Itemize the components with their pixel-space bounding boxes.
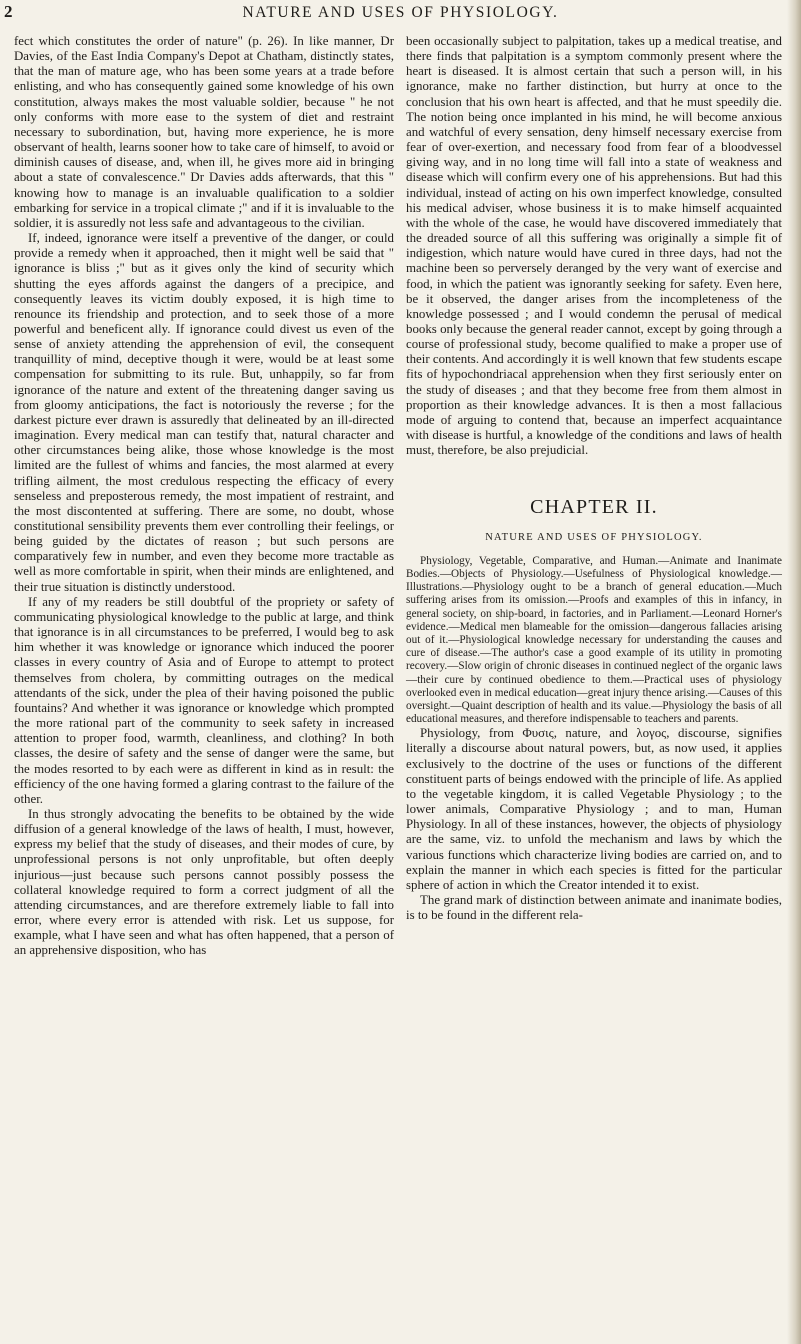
- page-edge-shadow: [787, 0, 801, 1344]
- paragraph: The grand mark of distinction between animate and inanimate bodies, is to be found in the different rela-: [406, 893, 782, 923]
- paragraph: fect which constitutes the order of nature" (p. 26). In like manner, Dr Davies, of the East India Company's Depot at Chatham, distinctly states, that the man of mature age, who has been some years at a trade before enlisting, and who has consequently gained some knowledge of his own constitution, always makes the most valuable soldier, because " he not only conforms with more ease to the system of diet and restraint necessary to subordination, but, having more experience, he is more observant of health, learns sooner how to take care of himself, to avoid or diminish causes of disease, and, when ill, he gives more aid in bringing about a state of convalescence." Dr Davies adds afterwards, that this " knowing how to manage is an invaluable qualification to a soldier embarking for service in a tropical climate ;" and if it is invaluable to the soldier, it is assuredly not less safe and advantageous to the civilian.: [14, 34, 394, 230]
- paragraph: If, indeed, ignorance were itself a preventive of the danger, or could provide a remedy when it approached, then it might well be said that " ignorance is bliss ;" but as it gives only the kind of security which shutting the eyes affords against the dangers of a precipice, and consequently leaves its victim doubly exposed, it is high time to renounce its friendship and protection, and to seek those of a more powerful and beneficent ally. If ignorance could divest us even of the sense of anxiety attending the apprehension of evil, the consequent tranquillity of mind, deceptive though it were, would be at least some compensation for submitting to its rule. But, unhappily, so far from ignorance of the nature and extent of the threatening danger saving us from gloomy anticipations, the fact is notoriously the reverse ; for the darkest picture ever drawn is assuredly that delineated by an ill-directed imagination. Every medical man can testify that, natural character and other circumstances being alike, those whose knowledge is the most limited are the fullest of whims and fancies, the most alarmed at every trifling ailment, the most credulous respecting the efficacy of every senseless and preposterous remedy, the most impatient of restraint, and the most discontented at suffering. There are some, no doubt, whose constitutional sensibility prevents them ever controlling their feelings, or being guided by the dictates of reason ; but such persons are comparatively few in number, and even they become more tractable as well as more comfortable in spirit, when their minds are enlightened, and their true situation is distinctly understood.: [14, 231, 394, 594]
- page-number: 2: [4, 2, 13, 21]
- paragraph: In thus strongly advocating the benefits to be obtained by the wide diffusion of a general knowledge of the laws of health, I must, however, express my belief that the study of diseases, and their modes of cure, by unprofessional persons is not only unprofitable, but often deeply injurious—just because such persons cannot possibly possess the collateral knowledge required to form a correct judgment of all the attending circumstances, and are therefore extremely liable to fall into error, where every error is attended with risk. Let us suppose, for example, what I have seen and what has often happened, that a person of an apprehensive disposition, who has: [14, 806, 394, 958]
- chapter-subtitle: NATURE AND USES OF PHYSIOLOGY.: [485, 531, 703, 543]
- paragraph: been occasionally subject to palpitation, takes up a medical treatise, and there finds that palpitation is a symptom commonly present where the heart is diseased. It is almost certain that such a person will, in his ignorance, make no farther distinction, but hurry at once to the conclusion that his own heart is affected, and that he must speedily die. The notion being once implanted in his mind, he will become anxious and watchful of every sensation, deny himself necessary exercise from fear of over-exertion, and necessary food from fear of a bloodvessel giving way, and in no long time will fall into a state of weakness and disease which will confirm every one of his apprehensions. But had this individual, instead of acting on his own imperfect knowledge, consulted his medical adviser, whose business it is to make himself acquainted with the whole of the case, he would have discovered immediately that the dreaded source of all this suffering was originally a simple fit of indigestion, which nature would have cured in three days, had not the machine been so perversely deranged by the very want of exercise and food, in which the patient was ignorantly seeking for safety. Even here, be it observed, the danger arises from the incompleteness of the knowledge possessed ; and I would condemn the perusal of medical books only because the general reader cannot, except by going through a course of professional study, become qualified to make a proper use of their contents. And accordingly it is well known that few students escape fits of hypochondriacal apprehension when they first seriously enter on the study of diseases ; and that they become free from them almost in proportion as their knowledge advances. It is then a most fallacious mode of arguing to contend that, because an imperfect acquaintance with disease is hurtful, a knowledge of the conditions and laws of health must, therefore, be also prejudicial.: [406, 34, 782, 458]
- chapter-summary: Physiology, Vegetable, Comparative, and Human.—Animate and Inanimate Bodies.—Objects of Physiology.—Usefulness of Physiological knowledge.—Illustrations.—Physiology ought to be a branch of general education.—Much suffering arises from its omission.—Proofs and examples of this in infancy, in general society, on ship-board, in factories, and in Parliament.—Leonard Horner's evidence.—Medical men blameable for the omission—dangerous fallacies arising out of it.—Physiological knowledge necessary for understanding the causes and cure of disease.—The author's case a good example of its utility in promoting recovery.—Slow origin of chronic diseases in continued neglect of the organic laws—their cure by continued obedience to them.—Practical uses of physiology overlooked even in medical education—great injury thence arising.—Causes of this oversight.—Quaint description of health and its value.—Physiology the basis of all educational measures, and therefore indispensable to teachers and parents.: [406, 554, 782, 726]
- right-column: [406, 34, 782, 923]
- chapter-title: CHAPTER II.: [530, 496, 658, 519]
- paragraph: Physiology, from Φυσις, nature, and λογος, discourse, signifies literally a discourse about natural powers, but, as now used, it applies exclusively to the doctrine of the uses or functions of the different constituent parts of beings endowed with the principle of life. As applied to the vegetable kingdom, it is called Vegetable Physiology ; to the lower animals, Comparative Physiology ; and to man, Human Physiology. In all of these instances, however, the objects of physiology are the same, viz. to unfold the mechanism and laws by which the various functions which characterize living bodies are carried on, and to explain the manner in which each species is fitted for the particular sphere of action in which the Creator intended it to exist.: [406, 726, 782, 892]
- paragraph: If any of my readers be still doubtful of the propriety or safety of communicating physiological knowledge to the public at large, and think that ignorance is in all circumstances to be preferred, I would beg to ask him whether it was knowledge or ignorance which induced the poorer classes in every country of Asia and of Europe to attempt to protect themselves from cholera, by committing outrages on the medical attendants of the sick, under the plea of their having poisoned the public fountains? And whether it was ignorance or knowledge which prompted the more rational part of the community to seek safety in increased attention to proper food, warmth, cleanliness, and clothing? In both classes, the desire of safety and the sense of danger were the same, but the modes resorted to by each were as different in kind as in result: the efficiency of the one having formed a glaring contrast to the failure of the other.: [14, 594, 394, 806]
- running-title: NATURE AND USES OF PHYSIOLOGY.: [242, 4, 559, 21]
- left-column: [14, 34, 394, 959]
